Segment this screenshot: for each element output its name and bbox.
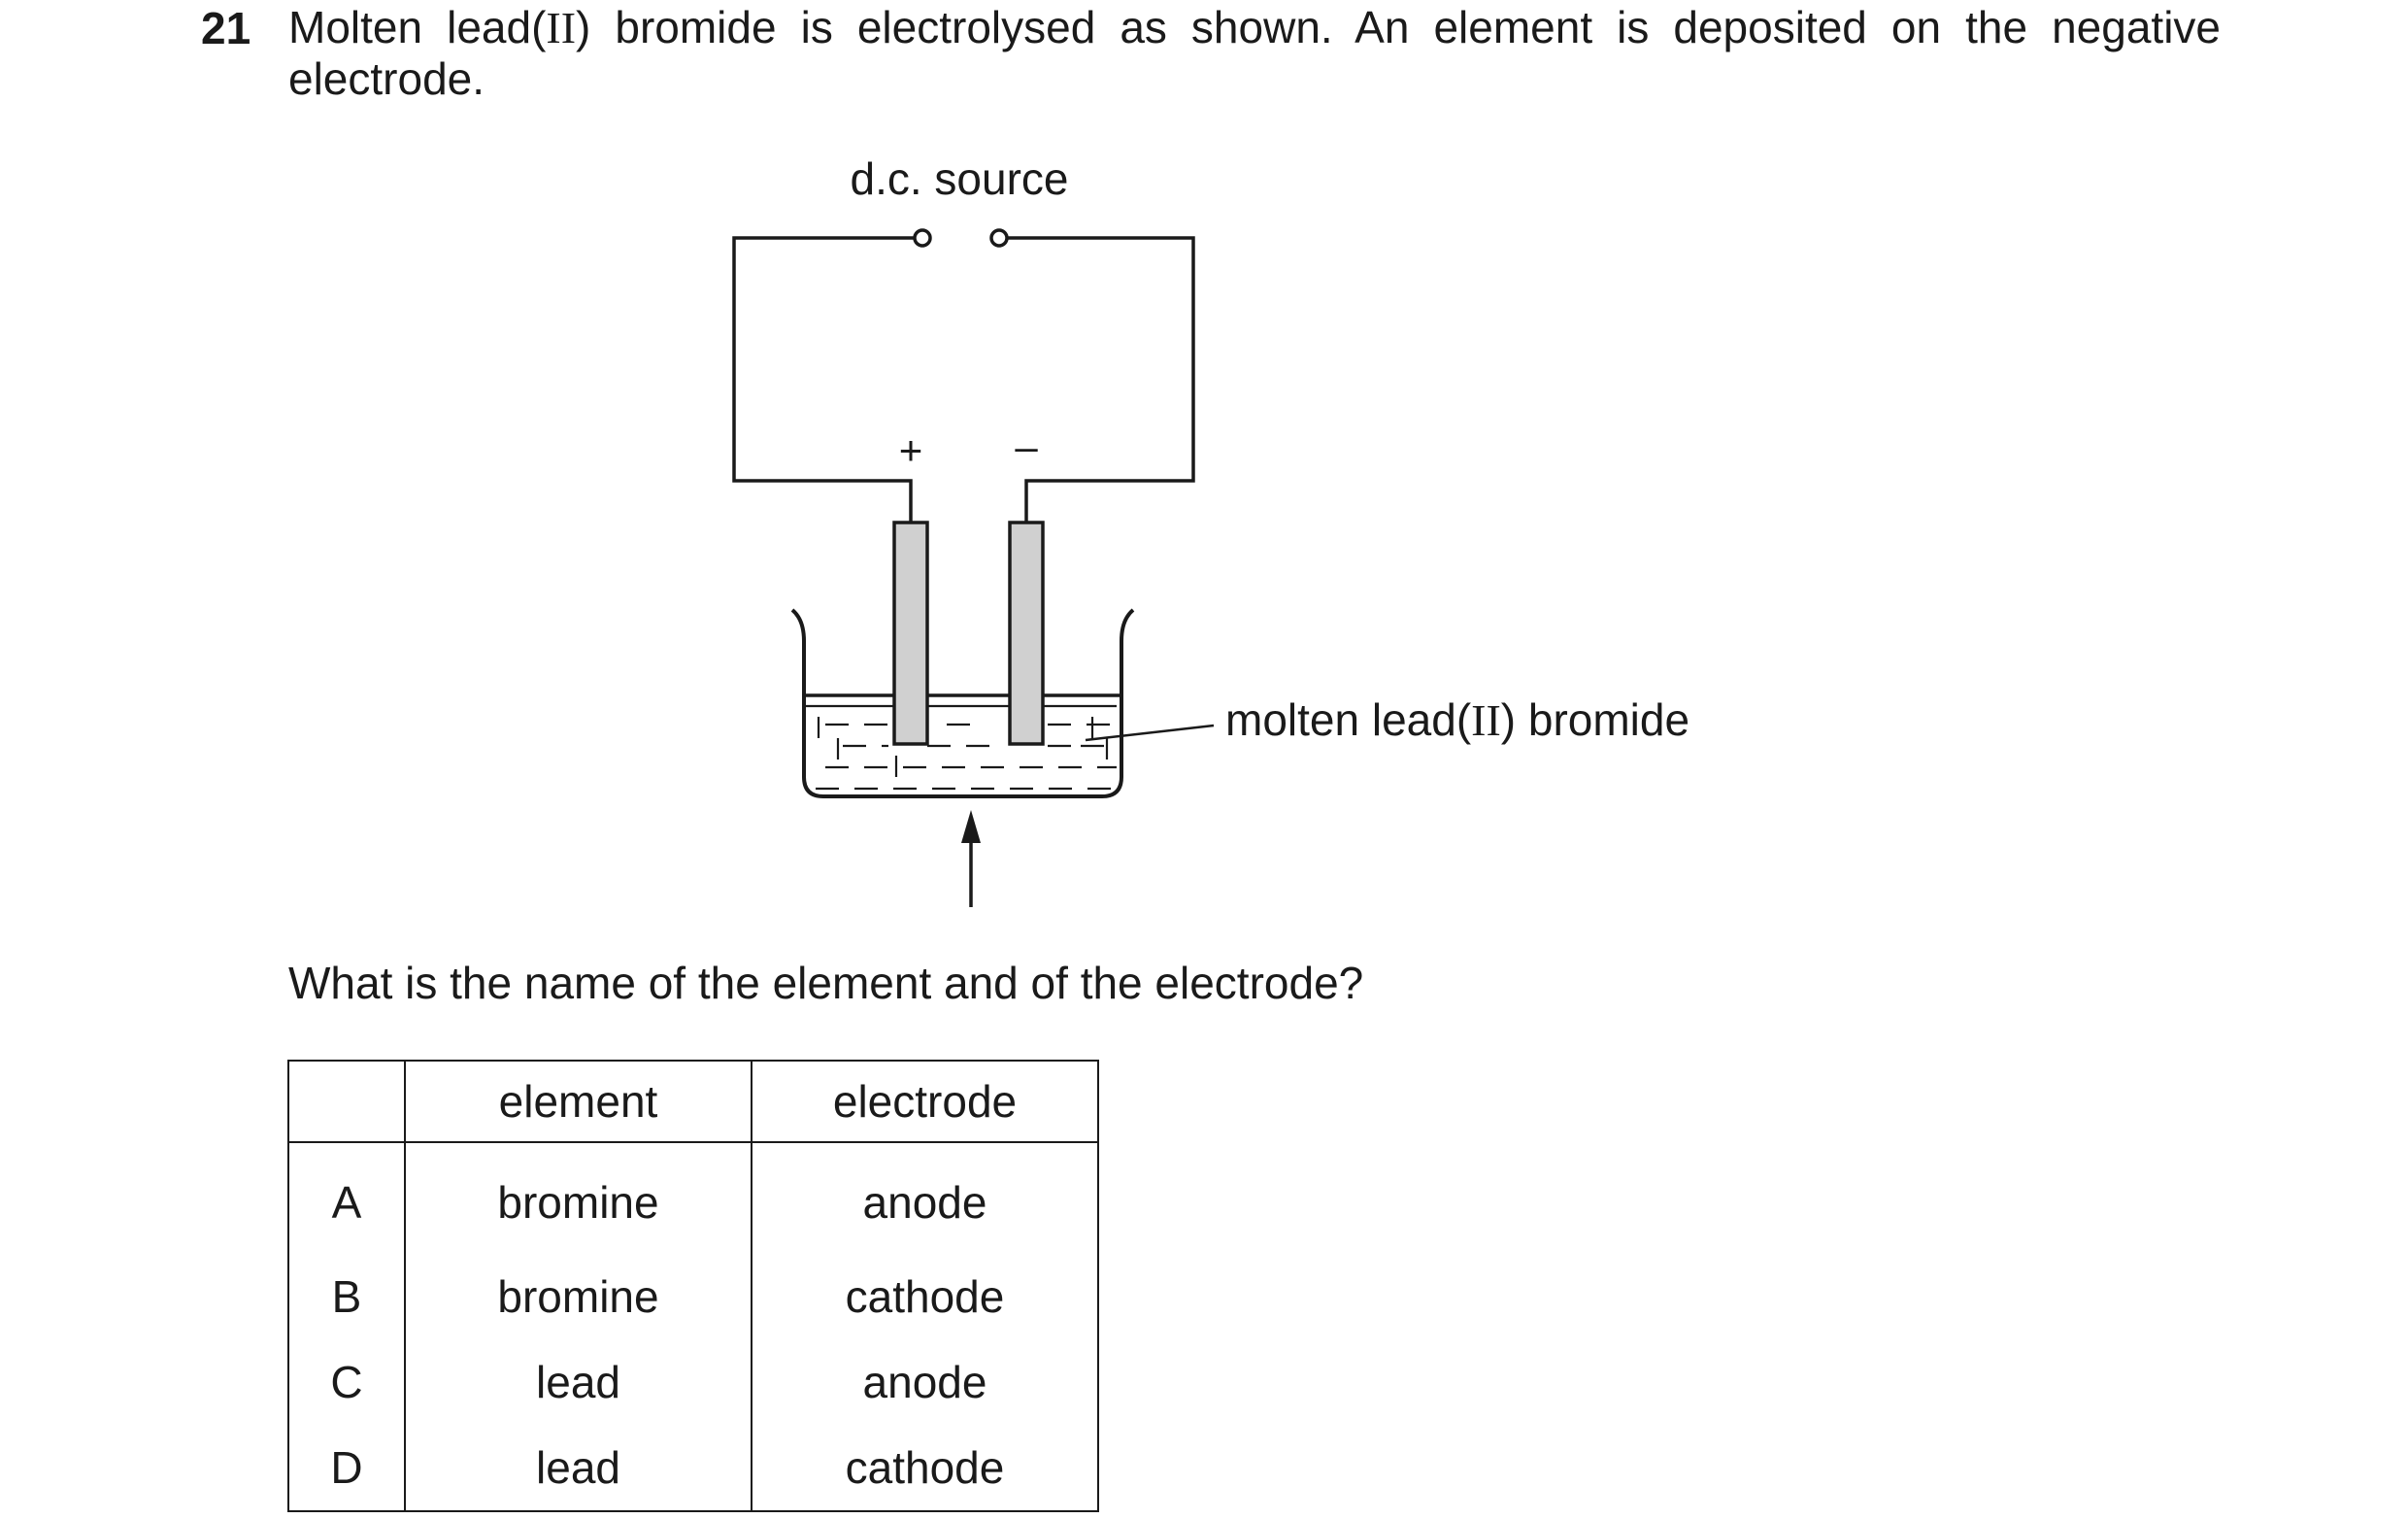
electrolyte-label [1225, 694, 1689, 745]
positive-sign: + [898, 427, 923, 473]
heat-arrow [961, 810, 981, 907]
header-element: element [405, 1061, 752, 1142]
negative-terminal [991, 230, 1007, 246]
answer-table-header [288, 1061, 1098, 1142]
electrolyte-label-text-1: molten lead( [1225, 694, 1472, 745]
stem-roman-numeral: II [546, 3, 577, 52]
electrolyte-label-roman: II [1471, 695, 1501, 745]
question-number: 21 [201, 3, 251, 53]
option-element: lead [405, 1339, 752, 1425]
option-electrode: anode [752, 1339, 1098, 1425]
answer-table [287, 1060, 1099, 1512]
stem-text-1: Molten lead( [288, 2, 547, 52]
option-row-a[interactable] [288, 1142, 1098, 1254]
option-electrode: cathode [752, 1425, 1098, 1511]
option-letter: A [288, 1142, 405, 1254]
option-letter: C [288, 1339, 405, 1425]
option-element: bromine [405, 1254, 752, 1339]
option-row-c[interactable] [288, 1339, 1098, 1425]
header-electrode: electrode [752, 1061, 1098, 1142]
option-letter: D [288, 1425, 405, 1511]
electrolyte-leader-line [1086, 726, 1214, 740]
question-prompt: What is the name of the element and of the electrode? [288, 958, 1364, 1008]
beaker [792, 610, 1133, 796]
option-electrode: cathode [752, 1254, 1098, 1339]
anode-electrode [894, 523, 927, 744]
option-element: bromine [405, 1142, 752, 1254]
option-row-d[interactable] [288, 1425, 1098, 1511]
option-electrode: anode [752, 1142, 1098, 1254]
circuit-wires [734, 238, 1193, 523]
header-blank [288, 1061, 405, 1142]
negative-sign: – [1015, 423, 1038, 469]
stem-text-2: ) bromide is electrolysed as shown. An element is deposited on the negative electrode. [288, 2, 2221, 104]
dc-source-label: d.c. source [850, 153, 1069, 204]
positive-terminal [915, 230, 930, 246]
electrolyte-dashes [806, 706, 1117, 789]
option-row-b[interactable] [288, 1254, 1098, 1339]
option-element: lead [405, 1425, 752, 1511]
electrolyte-label-text-2: ) bromide [1500, 694, 1690, 745]
option-letter: B [288, 1254, 405, 1339]
cathode-electrode [1010, 523, 1043, 744]
